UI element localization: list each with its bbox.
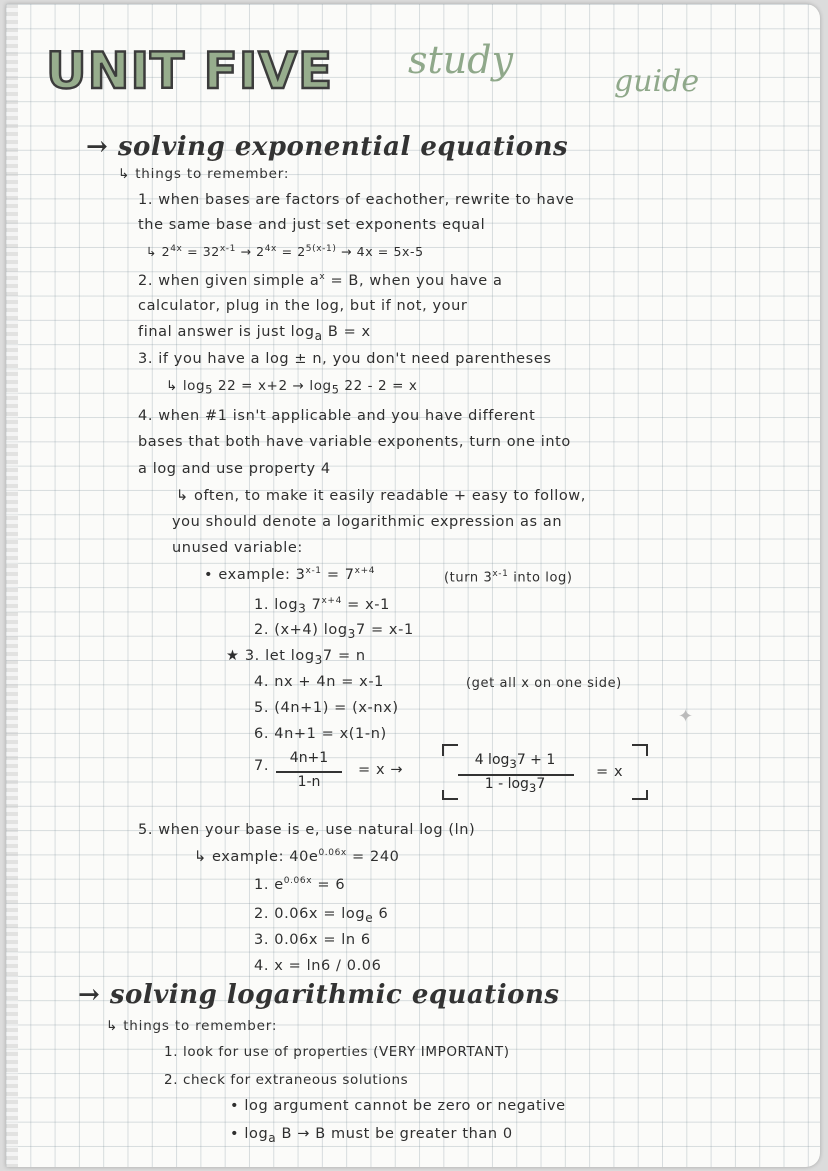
- log-bullet2: • $\log_a B \to B$ must be greater than 0: [230, 1126, 513, 1145]
- step-4: 4. nx + 4n = x-1: [254, 674, 385, 690]
- step-7-label: 7.: [254, 758, 270, 774]
- rule5-example: ↳ example: $40e^{0.06x} = 240$: [194, 848, 400, 865]
- rule1-example: ↳ $2^{4x} = 32^{x-1} \to 2^{4x} = 2^{5(x-1)} \to 4x = 5x-5$: [146, 244, 424, 260]
- rule4-sub-line1: ↳ often, to make it easily readable + easy to follow,: [176, 488, 586, 504]
- rule4-line1: 4. when #1 isn't applicable and you have different: [138, 408, 536, 424]
- rule5-line1: 5. when your base is e, use natural log (ln): [138, 822, 476, 838]
- step-1: 1. $\log_3 7^{x+4} = x-1$: [254, 596, 390, 616]
- fraction-bar: [276, 771, 342, 773]
- step-7-denominator: 1-n: [297, 774, 321, 790]
- title-script-guide: guide: [614, 64, 700, 99]
- rule4-line3: a log and use property 4: [138, 461, 331, 477]
- page-binding-edge: [6, 4, 18, 1167]
- rule5-step-2: 2. $0.06x = \log_e 6$: [254, 906, 389, 925]
- section2-heading: → solving logarithmic equations: [78, 980, 560, 1010]
- step-5: 5. (4n+1) = (x-nx): [254, 700, 399, 716]
- step-3: ★ 3. let $\log_37 = n$: [226, 648, 366, 667]
- rule4-sub-line2: you should denote a logarithmic expression as an: [172, 514, 563, 530]
- rule1-line1: 1. when bases are factors of eachother, rewrite to have: [138, 192, 575, 208]
- step-7-numerator: 4n+1: [289, 750, 329, 766]
- rule2-line1: 2. when given simple $a^x = B$, when you have a: [138, 272, 503, 289]
- rule3-example: ↳ $\log_5 22 = x+2 \to \log_5 22 - 2 = x$: [166, 378, 418, 397]
- step-7-equals: = x →: [358, 762, 404, 778]
- step-6: 6. 4n+1 = x(1-n): [254, 726, 387, 742]
- unit-title: UNIT FIVE: [46, 42, 334, 100]
- rule2-line3: final answer is just $\log_a B = x$: [138, 324, 371, 343]
- log-rule2: 2. check for extraneous solutions: [164, 1072, 409, 1088]
- example-line: • example: $3^{x-1} = 7^{x+4}$: [204, 566, 376, 583]
- rule4-sub-line3: unused variable:: [172, 540, 303, 556]
- example-note: (turn 3$^{x-1}$ into log): [444, 569, 573, 586]
- log-rule1: 1. look for use of properties (VERY IMPORTANT): [164, 1044, 510, 1060]
- rule5-step-3: 3. 0.06x = ln 6: [254, 932, 371, 948]
- step-7-denominator-2: $1 - \log_37$: [484, 776, 546, 795]
- things-to-remember-label: ↳ things to remember:: [118, 166, 290, 182]
- step-4-note: (get all x on one side): [466, 676, 622, 691]
- step-2: 2. (x+4) $\log_37 = x-1$: [254, 622, 414, 641]
- log-bullet1: • log argument cannot be zero or negative: [230, 1098, 566, 1114]
- rule4-line2: bases that both have variable exponents, turn one into: [138, 434, 571, 450]
- section1-heading: → solving exponential equations: [86, 132, 569, 162]
- rule1-line2: the same base and just set exponents equal: [138, 217, 486, 233]
- rule3-line1: 3. if you have a log ± n, you don't need parentheses: [138, 351, 552, 367]
- step-7-equals-2: = x: [596, 764, 624, 780]
- title-script-study: study: [408, 38, 514, 82]
- notebook-page: [6, 4, 820, 1167]
- bracket-top-right: [632, 744, 648, 756]
- rule2-line2: calculator, plug in the log, but if not, your: [138, 298, 468, 314]
- star-icon: ★: [226, 648, 240, 664]
- rule5-step-1: 1. $e^{0.06x} = 6$: [254, 876, 346, 893]
- things-to-remember-label-2: ↳ things to remember:: [106, 1018, 278, 1034]
- bracket-bottom-right: [632, 790, 648, 800]
- sparkle-icon: ✦: [678, 706, 694, 727]
- step-7-numerator-2: 4 $\log_37 + 1$: [474, 752, 556, 771]
- rule5-step-4: 4. x = ln6 / 0.06: [254, 958, 382, 974]
